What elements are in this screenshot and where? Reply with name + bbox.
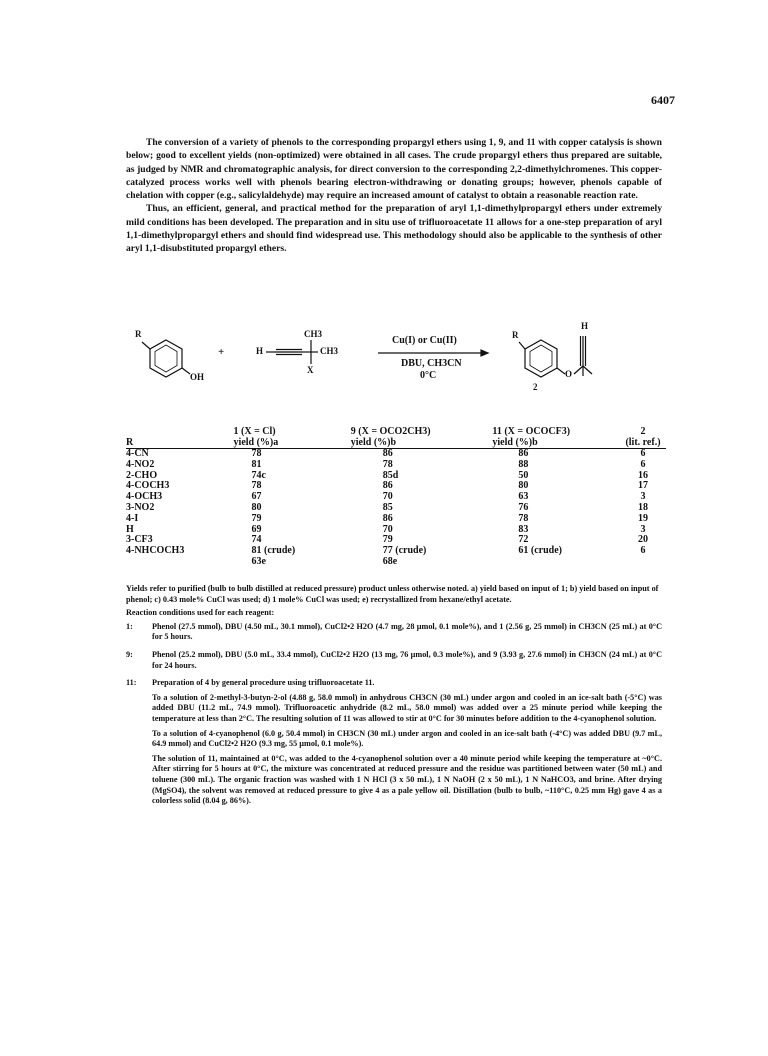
value-cell: 76 (518, 501, 529, 513)
terminal-hydrogen-label: H (581, 321, 589, 331)
condition-text: To a solution of 2-methyl-3-butyn-2-ol (4.88 g, 58.0 mmol) in anhydrous CH3CN (30 mL) under argon and cooled in an ice-salt bath (-5°C) was added DBU (11.2 mL, 74.9 mmol). Trifluoroacetic anhydride (8.2 mL, 58.0 mmol) was added over a 25 minute period while keeping the temperature at less than 2°C. The resulting solution of 11 was allowed to stir at 0°C for 30 minutes before addition to the 4-cyanophenol solution. (152, 692, 662, 723)
value-cell: 85d (382, 469, 399, 481)
value-cell: 72 (518, 534, 529, 546)
value-cell: 70 (382, 523, 393, 535)
value-cell: 88 (518, 458, 529, 470)
value-cell: 78 (251, 480, 262, 492)
value-cell: 20 (637, 534, 648, 546)
condition-body (152, 622, 662, 647)
substituent-cell: 3-NO2 (126, 501, 155, 513)
value-cell: 63e (251, 555, 266, 567)
condition-reagent-11 (126, 678, 662, 811)
plus-sign: + (218, 346, 225, 358)
value-cell: 78 (518, 512, 529, 524)
header-lit-ref: (lit. ref.) (620, 437, 666, 449)
table-row (126, 503, 666, 514)
substituent-cell: 4-CN (126, 448, 149, 459)
condition-key: 1: (126, 621, 133, 631)
value-cell: 18 (637, 501, 648, 513)
footnotes (126, 584, 662, 811)
condition-text: To a solution of 4-cyanophenol (6.0 g, 50.4 mmol) in CH3CN (30 mL) under argon and cooled in an ice-salt bath (-4°C) was added DBU (9.7 mL, 64.9 mmol) and CuCl2•2 H2O (9.3 mg, 55 µmol, 0.1 mole%). (152, 728, 662, 749)
paragraph-1: The conversion of a variety of phenols to the corresponding propargyl ethers using 1, 9, and 11 with copper catalysis is shown below; good to excellent yields (non-optimized) were obtained in all cases. The crude propargyl ethers thus prepared are suitable, as judged by NMR and chromatographic analysis, for direct conversion to the corresponding 2,2-dimethylchromenes. This copper-catalyzed process works well with phenols bearing electron-withdrawing or donating groups; however, phenols capable of chelation with copper (e.g., salicylaldehyde) may require an increased amount of catalyst to obtain a reasonable reaction rate. (126, 137, 662, 202)
table-row (126, 460, 666, 471)
header-reagent-11-line1: 11 (X = OCOCF3) (492, 426, 571, 437)
condition-reagent-1 (126, 622, 662, 647)
table-header-row-2 (126, 437, 666, 449)
hydrogen-label: H (256, 346, 264, 356)
value-cell: 81 (251, 458, 262, 470)
condition-reagent-9 (126, 650, 662, 675)
value-cell: 16 (637, 469, 648, 481)
condition-body (152, 650, 662, 675)
hydroxyl-label: OH (190, 372, 205, 382)
value-cell: 69 (251, 523, 262, 535)
value-cell: 50 (518, 469, 529, 481)
value-cell: 78 (251, 448, 262, 459)
table-row (126, 449, 666, 460)
product-number-label: 2 (533, 382, 538, 392)
conditions-heading: Reaction conditions used for each reagent: (126, 608, 275, 618)
phenol-ring-inner (155, 345, 177, 372)
condition-text: Phenol (25.2 mmol), DBU (5.0 mL, 33.4 mmol), CuCl2•2 H2O (13 mg, 76 µmol, 0.3 mole%), and 9 (3.93 g, 27.6 mmol) in CH3CN (24 mL) at 0°C for 24 hours. (152, 649, 662, 670)
substituent-cell (126, 557, 224, 568)
page-number: 6407 (651, 93, 675, 107)
table-row (126, 525, 666, 536)
value-cell: 80 (518, 480, 529, 492)
table-row (126, 492, 666, 503)
substituent-cell: H (126, 523, 134, 535)
substituent-cell: 3-CF3 (126, 534, 153, 546)
table-row (126, 514, 666, 525)
methyl-right-label: CH3 (320, 346, 338, 356)
value-cell: 77 (crude) (382, 545, 427, 557)
value-cell (620, 557, 666, 568)
value-cell: 74c (251, 469, 266, 481)
value-cell: 70 (382, 491, 393, 503)
value-cell: 86 (382, 448, 393, 459)
substituent-cell: 4-OCH3 (126, 491, 163, 503)
value-cell: 86 (382, 512, 393, 524)
leaving-group-x-label: X (307, 365, 314, 375)
value-cell: 80 (251, 501, 262, 513)
value-cell: 3 (640, 523, 646, 535)
header-reagent-1-yield: yield (%)a (224, 437, 349, 449)
table-footnote: Yields refer to purified (bulb to bulb distilled at reduced pressure) product unless otherwise noted. a) yield based on input of 1; b) yield based on input of phenol; c) 0.43 mole% CuCl was used; d) 1 mole% CuCl was used; e) recrystallized from hexane/ethyl acetate. (126, 584, 659, 604)
yield-table (126, 426, 666, 568)
value-cell: 3 (640, 491, 646, 503)
substituent-cell: 4-NO2 (126, 458, 155, 470)
condition-key: 9: (126, 649, 133, 659)
reaction-scheme-drawing (126, 318, 666, 423)
header-reagent-11-yield: yield (%)b (480, 437, 620, 449)
paragraph-2: Thus, an efficient, general, and practical method for the preparation of aryl 1,1-dimethylpropargyl ethers under extremely mild conditions has been developed. The preparation and in situ use of trifluoroacetate 11 allows for a one-step preparation of aryl 1,1-dimethylpropargyl ethers and should find widespread use. This methodology should also be applicable to the synthesis of other aryl 1,1-disubstituted propargyl ethers. (126, 203, 662, 255)
value-cell: 67 (251, 491, 262, 503)
header-reagent-9-line1: 9 (X = OCO2CH3) (350, 426, 431, 437)
body-text (126, 136, 662, 256)
base-solvent-label: DBU, CH3CN (401, 358, 462, 369)
table-body (126, 449, 666, 568)
ether-oxygen-label: O (565, 369, 573, 379)
yield-table-grid (126, 426, 666, 568)
value-cell: 78 (382, 458, 393, 470)
value-cell: 79 (251, 512, 262, 524)
condition-body (152, 678, 662, 811)
reaction-scheme (126, 318, 666, 423)
value-cell: 68e (382, 555, 398, 567)
value-cell: 79 (382, 534, 393, 546)
substituent-cell: 4-NHCOCH3 (126, 545, 185, 557)
substituent-cell: 4-COCH3 (126, 480, 170, 492)
table-row (126, 557, 666, 568)
methyl-top-label: CH3 (304, 329, 322, 339)
value-cell (480, 557, 620, 568)
condition-key: 11: (126, 678, 137, 688)
value-cell: 86 (382, 480, 393, 492)
value-cell: 6 (640, 458, 646, 470)
value-cell: 61 (crude) (518, 545, 563, 557)
value-cell: 85 (382, 501, 393, 513)
product-r-label: R (512, 330, 519, 340)
value-cell: 6 (640, 448, 646, 459)
value-cell: 81 (crude) (251, 545, 296, 557)
value-cell: 19 (637, 512, 648, 524)
condition-title: Preparation of 4 by general procedure using trifluoroacetate 11. (152, 678, 375, 688)
header-reagent-1-line1: 1 (X = Cl) (233, 426, 276, 437)
value-cell: 83 (518, 523, 529, 535)
condition-text: The solution of 11, maintained at 0°C, was added to the 4-cyanophenol solution over a 40 minute period while keeping the temperature at ~0°C. After stirring for 5 hours at 0°C, the mixture was concentrated at reduced pressure and the residue was partitioned between water (50 mL) and toluene (300 mL). The organic fraction was washed with 1 N HCl (3 x 50 mL), 1 N NaOH (2 x 50 mL), 1 N NaHCO3, and brine. After drying (MgSO4), the solvent was removed at reduced pressure to give 4 as a pale yellow oil. Distillation (bulb to bulb, ~110°C, 0.25 mm Hg) gave 4 as a colorless solid (8.04 g, 86%). (152, 753, 662, 806)
header-r-line1 (126, 426, 224, 437)
substituent-cell: 4-I (126, 512, 139, 524)
value-cell: 17 (637, 480, 648, 492)
substituent-r-label: R (135, 329, 142, 339)
condition-text: Phenol (27.5 mmol), DBU (4.50 mL, 30.1 mmol), CuCl2•2 H2O (4.7 mg, 28 µmol, 0.1 mole%), and 1 (2.56 g, 25 mmol) in CH3CN (25 mL) at 0°C for 5 hours. (152, 621, 662, 642)
substituent-cell: 2-CHO (126, 469, 158, 481)
table-header-row-1 (126, 426, 666, 437)
header-reagent-9-yield: yield (%)b (349, 437, 481, 449)
header-product-line1: 2 (640, 426, 646, 437)
temperature-label: 0°C (420, 370, 437, 381)
value-cell: 86 (518, 448, 529, 459)
header-r: R (126, 437, 224, 449)
value-cell: 6 (640, 545, 646, 557)
value-cell: 63 (518, 491, 529, 503)
table-row (126, 471, 666, 482)
value-cell: 74 (251, 534, 262, 546)
table-row (126, 481, 666, 492)
catalyst-label: Cu(I) or Cu(II) (392, 335, 457, 346)
